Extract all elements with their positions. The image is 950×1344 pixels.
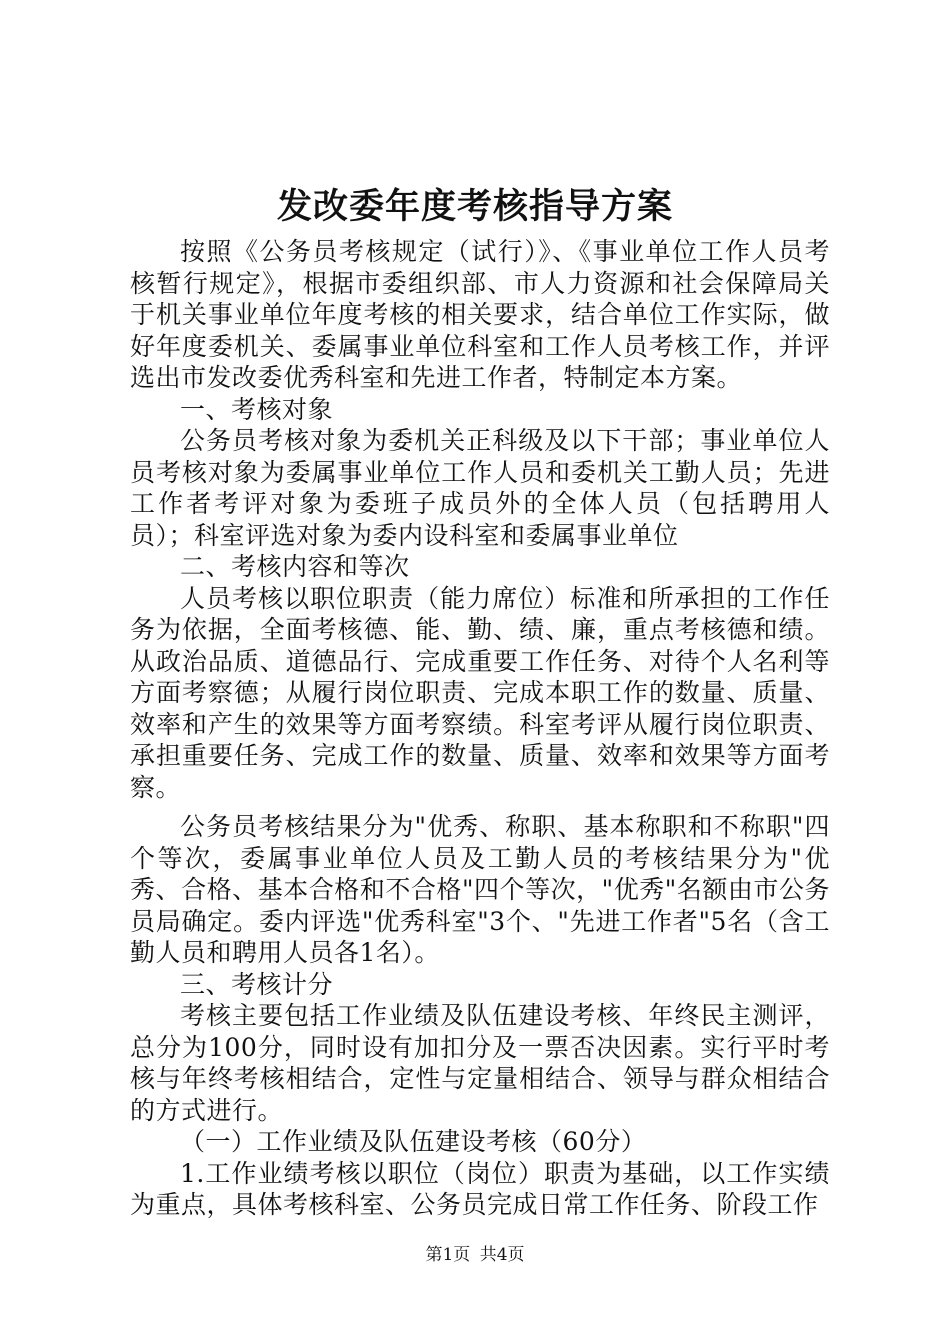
paragraph-intro: 按照《公务员考核规定（试行）》、《事业单位工作人员考核暂行规定》，根据市委组织部、市人力资源和社会保障局关于机关事业单位年度考核的相关要求，结合单位工作实际，做好年度委机关、委属事业单位科室和工作人员考核工作，并评选出市发改委优秀科室和先进工作者，特制定本方案。 xyxy=(130,237,830,392)
section-heading-2: 二、考核内容和等次 xyxy=(180,552,410,581)
document-title: 发改委年度考核指导方案 xyxy=(276,186,673,227)
page-footer xyxy=(0,1243,950,1267)
section-heading-3: 三、考核计分 xyxy=(180,969,334,999)
section-heading-1: 一、考核对象 xyxy=(180,394,334,424)
paragraph-scoring: 考核主要包括工作业绩及队伍建设考核、年终民主测评，总分为100分，同时设有加扣分及一票否决因素。实行平时考核与年终考核相结合，定性与定量相结合、领导与群众相结合的方式进行。 xyxy=(130,1001,830,1125)
document-body xyxy=(130,236,830,1221)
subsection-heading-1: （一）工作业绩及队伍建设考核（60分） xyxy=(180,1127,647,1156)
paragraph-assessment-grades: 公务员考核结果分为"优秀、称职、基本称职和不称职"四个等次，委属事业单位人员及工勤人员的考核结果分为"优秀、合格、基本合格和不合格"四个等次，"优秀"名额由市公务员局确定。委内评选"优秀科室"3个、"先进工作者"5名（含工勤人员和聘用人员各1名）。 xyxy=(130,812,830,967)
paragraph-assessment-content: 人员考核以职位职责（能力席位）标准和所承担的工作任务为依据，全面考核德、能、勤、绩、廉，重点考核德和绩。从政治品质、道德品行、完成重要工作任务、对待个人名利等方面考察德；从履行岗位职责、完成本职工作的数量、质量、效率和产生的效果等方面考察绩。科室考评从履行岗位职责、承担重要任务、完成工作的数量、质量、效率和效果等方面考察。 xyxy=(130,583,830,802)
paragraph-assessment-targets: 公务员考核对象为委机关正科级及以下干部；事业单位人员考核对象为委属事业单位工作人员和委机关工勤人员；先进工作者考评对象为委班子成员外的全体人员（包括聘用人员）；科室评选对象为委内设科室和委属事业单位 xyxy=(130,426,830,550)
page-number: 第1页 xyxy=(425,1245,471,1265)
paragraph-work-performance: 1.工作业绩考核以职位（岗位）职责为基础，以工作实绩为重点，具体考核科室、公务员完成日常工作任务、阶段工作 xyxy=(130,1158,830,1219)
page-total: 共4页 xyxy=(479,1245,525,1265)
